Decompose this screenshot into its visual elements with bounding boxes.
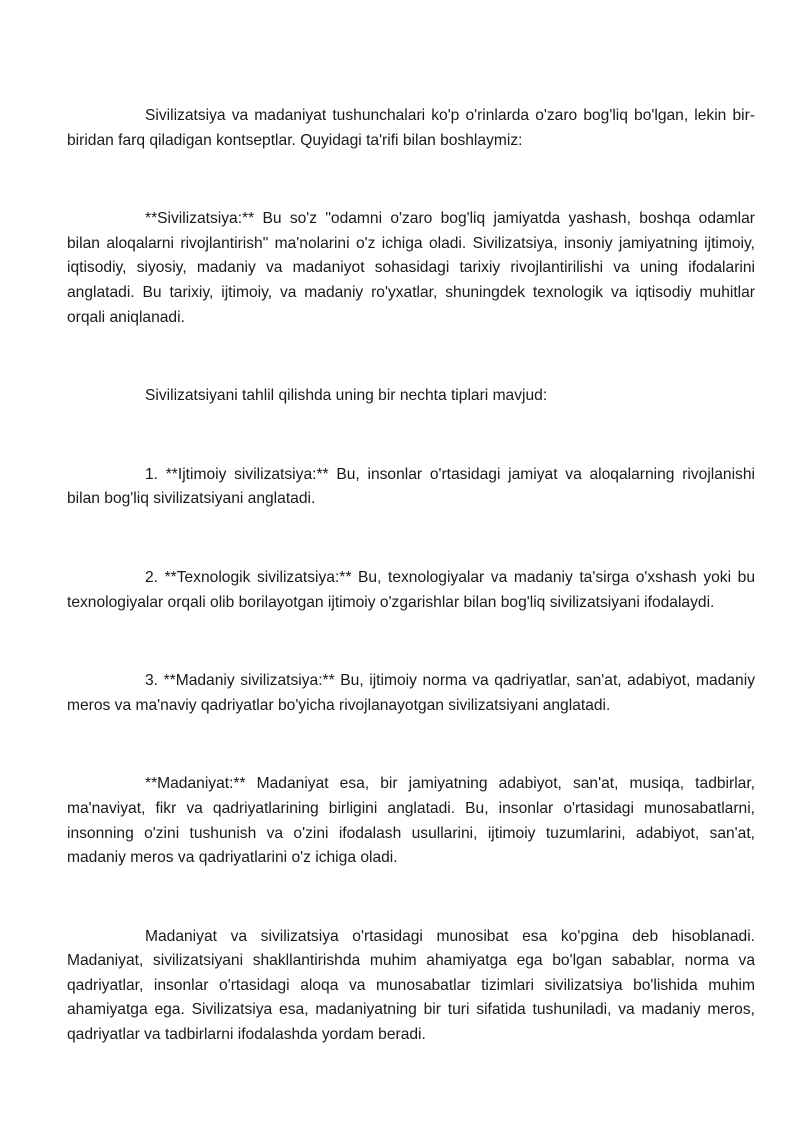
paragraph-type-1: 1. **Ijtimoiy sivilizatsiya:** Bu, insonlar o'rtasidagi jamiyat va aloqalarning rivojlanishi bilan bog'liq sivilizatsiyani anglatadi.	[67, 465, 755, 508]
paragraph-type-2: 2. **Texnologik sivilizatsiya:** Bu, texnologiyalar va madaniy ta'sirga o'xshash yoki bu texnologiyalar orqali olib borilayotgan ijtimoiy o'zgarishlar bilan bog'liq sivilizatsiyani ifodalaydi.	[67, 568, 755, 611]
paragraph-conclusion: Madaniyat va sivilizatsiya o'rtasidagi munosibat esa ko'pgina deb hisoblanadi. Madaniyat, sivilizatsiyani shakllantirishda muhim ahamiyatga ega bo'lgan sabablar, norma va qadriyatlar, insonlar o'rtasidagi aloqa va munosabatlar tizimlari sivilizatsiya bo'lishida muhim ahamiyatga ega. Sivilizatsiya esa, madaniyatning bir turi sifatida tushuniladi, va madaniy meros, qadriyatlar va tadbirlarni ifodalashda yordam beradi.	[67, 927, 755, 1044]
paragraph-sivilizatsiya-definition: **Sivilizatsiya:** Bu so'z "odamni o'zaro bog'liq jamiyatda yashash, boshqa odamlar bilan aloqalarni rivojlantirish" ma'nolarini o'z ichiga oladi. Sivilizatsiya, insoniy jamiyatning ijtimoiy, iqtisodiy, siyosiy, madaniy va madaniyot sohasidagi tarixiy rivojlantirilishi va uning ifodalarini anglatadi. Bu tarixiy, ijtimoiy, va madaniy ro'yxatlar, shuningdek texnologik va iqtisodiy muhitlar orqali aniqlanadi.	[67, 210, 755, 326]
document-body	[67, 104, 755, 1048]
paragraph-madaniyat-definition: **Madaniyat:** Madaniyat esa, bir jamiyatning adabiyot, san'at, musiqa, tadbirlar, ma'naviyat, fikr va qadriyatlarining birligini anglatadi. Bu, insonlar o'rtasidagi munosabatlarni, insonning o'zini tushunish va o'zini ifodalash usullarini, ijtimoiy tuzumlarini, adabiyot, san'at, madaniy meros va qadriyatlarini o'z ichiga oladi.	[67, 775, 755, 867]
paragraph-type-3: 3. **Madaniy sivilizatsiya:** Bu, ijtimoiy norma va qadriyatlar, san'at, adabiyot, madaniy meros va ma'naviy qadriyatlar bo'yicha rivojlanayotgan sivilizatsiyani anglatadi.	[67, 672, 755, 714]
paragraph-intro: Sivilizatsiya va madaniyat tushunchalari ko'p o'rinlarda o'zaro bog'liq bo'lgan, lekin bir-biridan farq qiladigan kontseptlar. Quyidagi ta'rifi bilan boshlaymiz:	[67, 107, 755, 149]
paragraph-types-intro: Sivilizatsiyani tahlil qilishda uning bir nechta tiplari mavjud:	[145, 387, 548, 405]
